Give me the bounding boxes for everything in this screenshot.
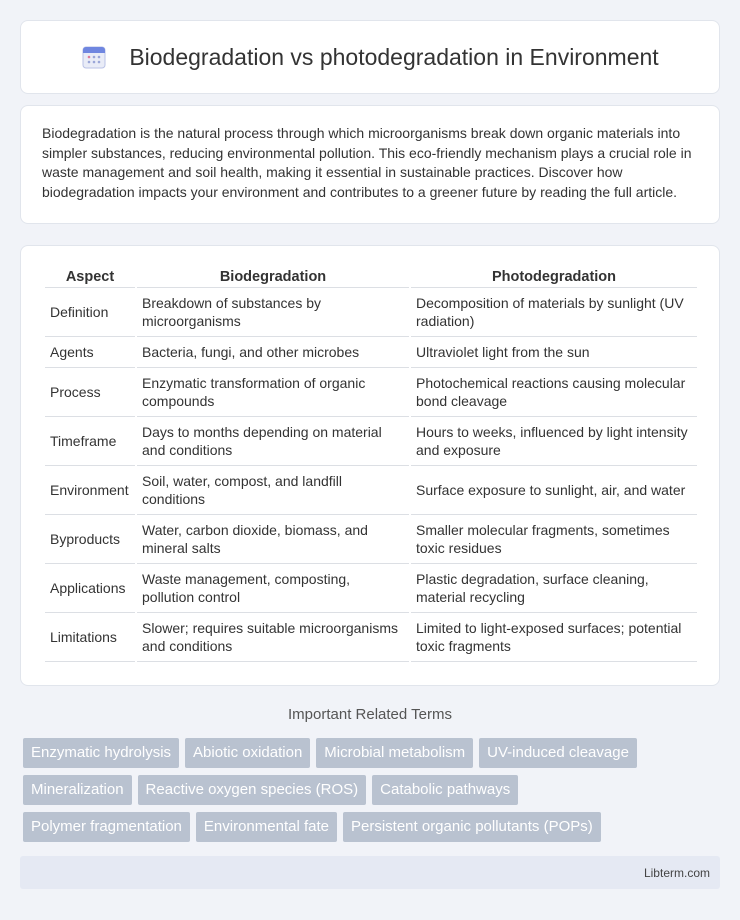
biodegradation-cell: Enzymatic transformation of organic compounds xyxy=(137,368,409,417)
aspect-cell: Environment xyxy=(45,466,135,515)
term-row xyxy=(23,738,723,768)
biodegradation-cell: Breakdown of substances by microorganisms xyxy=(137,288,409,337)
photodegradation-cell: Photochemical reactions causing molecular bond cleavage xyxy=(411,368,697,417)
related-terms-list xyxy=(23,738,723,849)
biodegradation-cell: Soil, water, compost, and landfill conditions xyxy=(137,466,409,515)
term-tag[interactable]: Enzymatic hydrolysis xyxy=(23,738,179,768)
table-row xyxy=(45,613,697,662)
header-photodegradation: Photodegradation xyxy=(411,266,697,288)
biodegradation-cell: Waste management, composting, pollution control xyxy=(137,564,409,613)
biodegradation-cell: Water, carbon dioxide, biomass, and mineral salts xyxy=(137,515,409,564)
title-card xyxy=(20,20,720,94)
header-aspect: Aspect xyxy=(45,266,135,288)
comparison-table xyxy=(43,266,699,662)
aspect-cell: Applications xyxy=(45,564,135,613)
term-tag[interactable]: Polymer fragmentation xyxy=(23,812,190,842)
biodegradation-cell: Bacteria, fungi, and other microbes xyxy=(137,337,409,368)
page-title: Biodegradation vs photodegradation in Environment xyxy=(129,43,659,70)
photodegradation-cell: Decomposition of materials by sunlight (UV radiation) xyxy=(411,288,697,337)
aspect-cell: Limitations xyxy=(45,613,135,662)
table-row xyxy=(45,288,697,337)
term-tag[interactable]: Microbial metabolism xyxy=(316,738,473,768)
term-tag[interactable]: Catabolic pathways xyxy=(372,775,518,805)
term-row xyxy=(23,812,723,842)
term-row xyxy=(23,775,723,805)
photodegradation-cell: Limited to light-exposed surfaces; potential toxic fragments xyxy=(411,613,697,662)
table-row xyxy=(45,466,697,515)
term-tag[interactable]: Abiotic oxidation xyxy=(185,738,310,768)
comparison-card xyxy=(20,245,720,686)
table-row xyxy=(45,337,697,368)
term-tag[interactable]: Mineralization xyxy=(23,775,132,805)
header-biodegradation: Biodegradation xyxy=(137,266,409,288)
footer-site-link[interactable]: Libterm.com xyxy=(643,866,710,880)
photodegradation-cell: Plastic degradation, surface cleaning, material recycling xyxy=(411,564,697,613)
calendar-icon xyxy=(81,44,107,70)
table-row xyxy=(45,515,697,564)
biodegradation-cell: Slower; requires suitable microorganisms and conditions xyxy=(137,613,409,662)
table-row xyxy=(45,417,697,466)
photodegradation-cell: Ultraviolet light from the sun xyxy=(411,337,697,368)
aspect-cell: Definition xyxy=(45,288,135,337)
table-row xyxy=(45,368,697,417)
related-terms-heading: Important Related Terms xyxy=(288,706,452,723)
aspect-cell: Timeframe xyxy=(45,417,135,466)
aspect-cell: Process xyxy=(45,368,135,417)
biodegradation-cell: Days to months depending on material and conditions xyxy=(137,417,409,466)
aspect-cell: Byproducts xyxy=(45,515,135,564)
intro-paragraph: Biodegradation is the natural process through which microorganisms break down organic materials into simpler substances, reducing environmental pollution. This eco-friendly mechanism plays a crucial role in waste management and soil health, making it essential in sustainable practices. Discover how biodegradation impacts your environment and contributes to a greener future by reading the full article. xyxy=(42,125,692,200)
photodegradation-cell: Smaller molecular fragments, sometimes toxic residues xyxy=(411,515,697,564)
term-tag[interactable]: UV-induced cleavage xyxy=(479,738,637,768)
footer xyxy=(20,856,720,889)
aspect-cell: Agents xyxy=(45,337,135,368)
intro-card xyxy=(20,105,720,224)
term-tag[interactable]: Reactive oxygen species (ROS) xyxy=(138,775,367,805)
table-row xyxy=(45,564,697,613)
photodegradation-cell: Hours to weeks, influenced by light intensity and exposure xyxy=(411,417,697,466)
table-header-row xyxy=(45,266,697,288)
term-tag[interactable]: Persistent organic pollutants (POPs) xyxy=(343,812,601,842)
photodegradation-cell: Surface exposure to sunlight, air, and water xyxy=(411,466,697,515)
term-tag[interactable]: Environmental fate xyxy=(196,812,337,842)
